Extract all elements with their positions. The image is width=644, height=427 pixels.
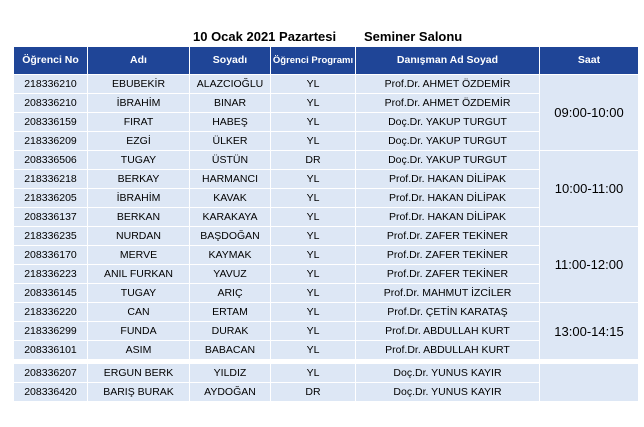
program-cell: YL <box>271 303 356 322</box>
column-header-time: Saat <box>540 47 639 75</box>
program-cell: YL <box>271 341 356 360</box>
program-cell: YL <box>271 75 356 94</box>
advisor-cell: Doç.Dr. YAKUP TURGUT <box>356 113 540 132</box>
first-name-cell: MERVE <box>88 246 190 265</box>
last-name-cell: ERTAM <box>190 303 271 322</box>
first-name-cell: BERKAY <box>88 170 190 189</box>
last-name-cell: ÜLKER <box>190 132 271 151</box>
advisor-cell: Prof.Dr. ABDULLAH KURT <box>356 341 540 360</box>
first-name-cell: TUGAY <box>88 151 190 170</box>
first-name-cell: EZGİ <box>88 132 190 151</box>
program-cell: YL <box>271 284 356 303</box>
last-name-cell: YAVUZ <box>190 265 271 284</box>
table-header-row <box>14 47 639 75</box>
table-row <box>14 75 639 94</box>
last-name-cell: BINAR <box>190 94 271 113</box>
table-row <box>14 227 639 246</box>
last-name-cell: BABACAN <box>190 341 271 360</box>
time-slot-cell: 11:00-12:00 <box>540 227 639 303</box>
advisor-cell: Prof.Dr. HAKAN DİLİPAK <box>356 208 540 227</box>
last-name-cell: ALAZCIOĞLU <box>190 75 271 94</box>
student-no-cell: 208336420 <box>14 383 88 402</box>
first-name-cell: CAN <box>88 303 190 322</box>
session-room: Seminer Salonu <box>364 29 463 44</box>
advisor-cell: Prof.Dr. ZAFER TEKİNER <box>356 227 540 246</box>
student-no-cell: 208336101 <box>14 341 88 360</box>
program-cell: YL <box>271 246 356 265</box>
student-no-cell: 208336170 <box>14 246 88 265</box>
student-no-cell: 208336137 <box>14 208 88 227</box>
program-cell: YL <box>271 94 356 113</box>
table-row <box>14 303 639 322</box>
program-cell: DR <box>271 383 356 402</box>
first-name-cell: NURDAN <box>88 227 190 246</box>
first-name-cell: TUGAY <box>88 284 190 303</box>
last-name-cell: KARAKAYA <box>190 208 271 227</box>
column-header-first-name: Adı <box>88 47 190 75</box>
student-no-cell: 208336159 <box>14 113 88 132</box>
advisor-cell: Prof.Dr. AHMET ÖZDEMİR <box>356 75 540 94</box>
last-name-cell: KAVAK <box>190 189 271 208</box>
program-cell: YL <box>271 364 356 383</box>
last-name-cell: KAYMAK <box>190 246 271 265</box>
time-slot-cell: 09:00-10:00 <box>540 75 639 151</box>
first-name-cell: BARIŞ BURAK <box>88 383 190 402</box>
advisor-cell: Prof.Dr. MAHMUT İZCİLER <box>356 284 540 303</box>
program-cell: YL <box>271 322 356 341</box>
advisor-cell: Prof.Dr. ABDULLAH KURT <box>356 322 540 341</box>
first-name-cell: ERGUN BERK <box>88 364 190 383</box>
last-name-cell: ARIÇ <box>190 284 271 303</box>
student-no-cell: 218336210 <box>14 75 88 94</box>
first-name-cell: ASIM <box>88 341 190 360</box>
program-cell: YL <box>271 113 356 132</box>
advisor-cell: Doç.Dr. YAKUP TURGUT <box>356 151 540 170</box>
advisor-cell: Doç.Dr. YUNUS KAYIR <box>356 383 540 402</box>
last-name-cell: ÜSTÜN <box>190 151 271 170</box>
column-header-last-name: Soyadı <box>190 47 271 75</box>
column-header-program: Öğrenci Programı <box>271 47 356 75</box>
first-name-cell: İBRAHİM <box>88 189 190 208</box>
time-slot-cell: 13:00-14:15 <box>540 303 639 360</box>
column-header-advisor: Danışman Ad Soyad <box>356 47 540 75</box>
advisor-cell: Prof.Dr. HAKAN DİLİPAK <box>356 170 540 189</box>
program-cell: YL <box>271 189 356 208</box>
program-cell: YL <box>271 132 356 151</box>
student-no-cell: 208336145 <box>14 284 88 303</box>
student-no-cell: 218336209 <box>14 132 88 151</box>
advisor-cell: Doç.Dr. YAKUP TURGUT <box>356 132 540 151</box>
first-name-cell: EBUBEKİR <box>88 75 190 94</box>
student-no-cell: 208336207 <box>14 364 88 383</box>
last-name-cell: AYDOĞAN <box>190 383 271 402</box>
first-name-cell: FIRAT <box>88 113 190 132</box>
time-slot-cell: 10:00-11:00 <box>540 151 639 227</box>
time-slot-cell <box>540 364 639 402</box>
student-no-cell: 218336218 <box>14 170 88 189</box>
student-no-cell: 218336223 <box>14 265 88 284</box>
program-cell: YL <box>271 208 356 227</box>
advisor-cell: Prof.Dr. ZAFER TEKİNER <box>356 265 540 284</box>
last-name-cell: YILDIZ <box>190 364 271 383</box>
advisor-cell: Prof.Dr. ÇETİN KARATAŞ <box>356 303 540 322</box>
program-cell: YL <box>271 227 356 246</box>
schedule-title <box>0 29 644 45</box>
last-name-cell: BAŞDOĞAN <box>190 227 271 246</box>
program-cell: YL <box>271 170 356 189</box>
defense-schedule-table <box>13 46 639 402</box>
advisor-cell: Doç.Dr. YUNUS KAYIR <box>356 364 540 383</box>
advisor-cell: Prof.Dr. AHMET ÖZDEMİR <box>356 94 540 113</box>
student-no-cell: 218336220 <box>14 303 88 322</box>
session-date: 10 Ocak 2021 Pazartesi <box>193 29 337 44</box>
first-name-cell: FUNDA <box>88 322 190 341</box>
student-no-cell: 208336210 <box>14 94 88 113</box>
table-row <box>14 364 639 383</box>
table-row <box>14 151 639 170</box>
first-name-cell: BERKAN <box>88 208 190 227</box>
student-no-cell: 208336506 <box>14 151 88 170</box>
first-name-cell: ANIL FURKAN <box>88 265 190 284</box>
last-name-cell: HARMANCI <box>190 170 271 189</box>
program-cell: YL <box>271 265 356 284</box>
advisor-cell: Prof.Dr. HAKAN DİLİPAK <box>356 189 540 208</box>
student-no-cell: 218336205 <box>14 189 88 208</box>
column-header-student-no: Öğrenci No <box>14 47 88 75</box>
student-no-cell: 218336299 <box>14 322 88 341</box>
student-no-cell: 218336235 <box>14 227 88 246</box>
last-name-cell: HABEŞ <box>190 113 271 132</box>
first-name-cell: İBRAHİM <box>88 94 190 113</box>
last-name-cell: DURAK <box>190 322 271 341</box>
program-cell: DR <box>271 151 356 170</box>
advisor-cell: Prof.Dr. ZAFER TEKİNER <box>356 246 540 265</box>
